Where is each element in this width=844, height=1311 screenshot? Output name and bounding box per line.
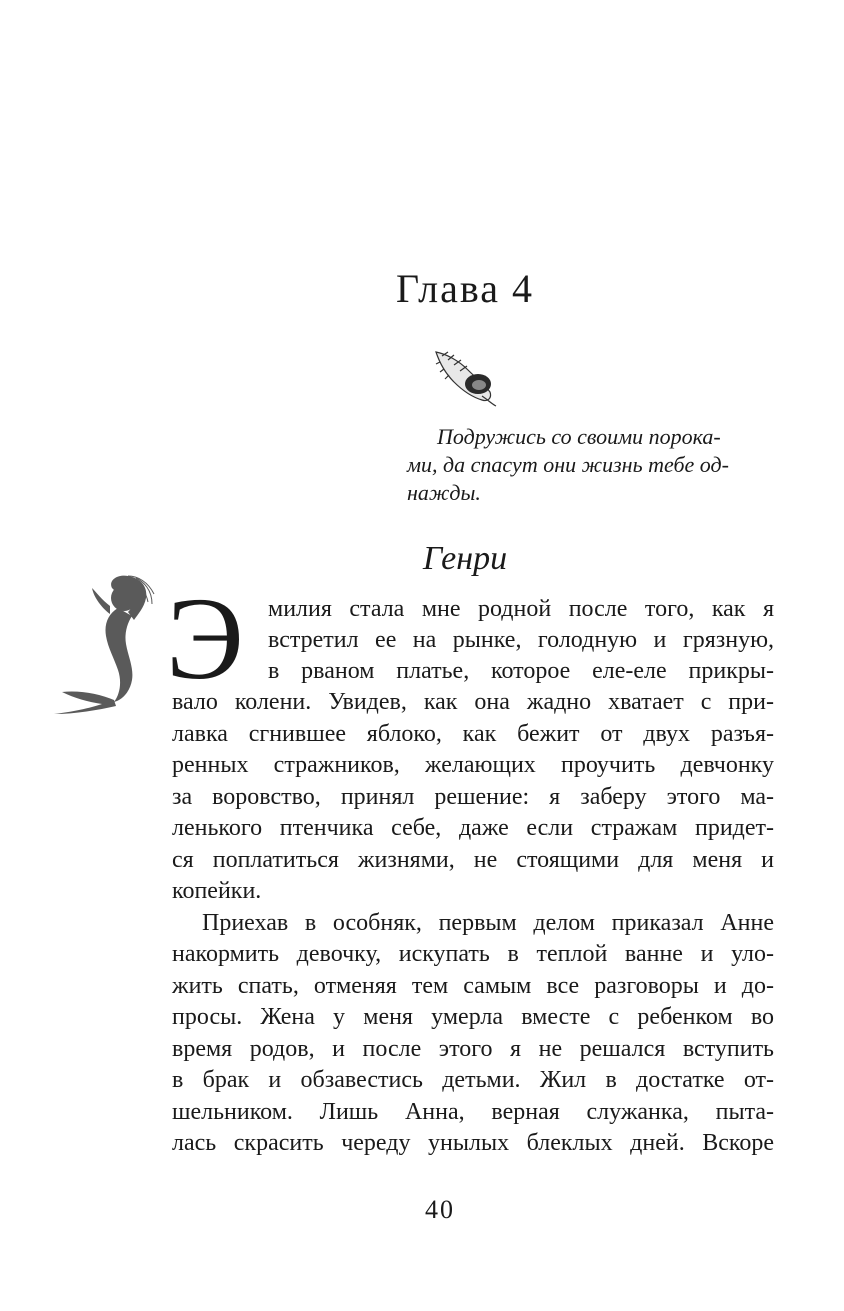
drop-cap: Э: [166, 573, 244, 704]
first-lines: [268, 594, 774, 687]
mermaid-silhouette-icon: [48, 574, 166, 714]
text-line: вало колени. Увидев, как она жадно хватает с при-: [172, 689, 774, 715]
text-line: в рваном платье, которое еле-еле прикры-: [268, 658, 774, 684]
body-text: [172, 687, 774, 1160]
text-line: просы. Жена у меня умерла вместе с ребенком во: [172, 1004, 774, 1030]
epigraph-line: Подружись со своими порока-: [437, 424, 721, 449]
text-line: накормить девочку, искупать в теплой ванне и уло-: [172, 941, 774, 967]
text-line: встретил ее на рынке, голодную и грязную,: [268, 627, 774, 653]
text-line: жить спать, отменяя тем самым все разговоры и до-: [172, 972, 774, 999]
seashell-icon: [432, 342, 498, 408]
text-line: милия стала мне родной после того, как я: [268, 596, 774, 622]
epigraph-text: [407, 423, 773, 507]
text-line: Приехав в особняк, первым делом приказал Анне: [202, 909, 774, 936]
text-line: копейки.: [172, 878, 262, 904]
text-line: лавка сгнившее яблоко, как бежит от двух разъя-: [172, 720, 774, 747]
text-line: за воровство, принял решение: я заберу этого ма-: [172, 783, 774, 810]
text-line: ся поплатиться жизнями, не стоящими для меня и: [172, 846, 774, 873]
epigraph-line: ми, да спасут они жизнь тебе од-: [407, 452, 729, 477]
text-line: лась скрасить череду унылых блеклых дней. Вскоре: [172, 1130, 774, 1156]
text-line: шельником. Лишь Анна, верная служанка, пыта-: [172, 1098, 774, 1125]
chapter-title: Глава 4: [396, 266, 534, 311]
paragraph: [172, 687, 774, 908]
epigraph: [407, 423, 773, 507]
text-line: время родов, и после этого я не решался вступить: [172, 1035, 774, 1062]
section-subheading: Генри: [422, 540, 508, 577]
text-line: ленького птенчика себе, даже если стражам придет-: [172, 815, 774, 841]
paragraph: [172, 908, 774, 1160]
text-line: в брак и обзавестись детьми. Жил в достатке от-: [172, 1067, 774, 1093]
epigraph-line: нажды.: [407, 480, 481, 505]
text-line: ренных стражников, желающих проучить девчонку: [172, 752, 774, 778]
page-number: 40: [425, 1195, 455, 1224]
